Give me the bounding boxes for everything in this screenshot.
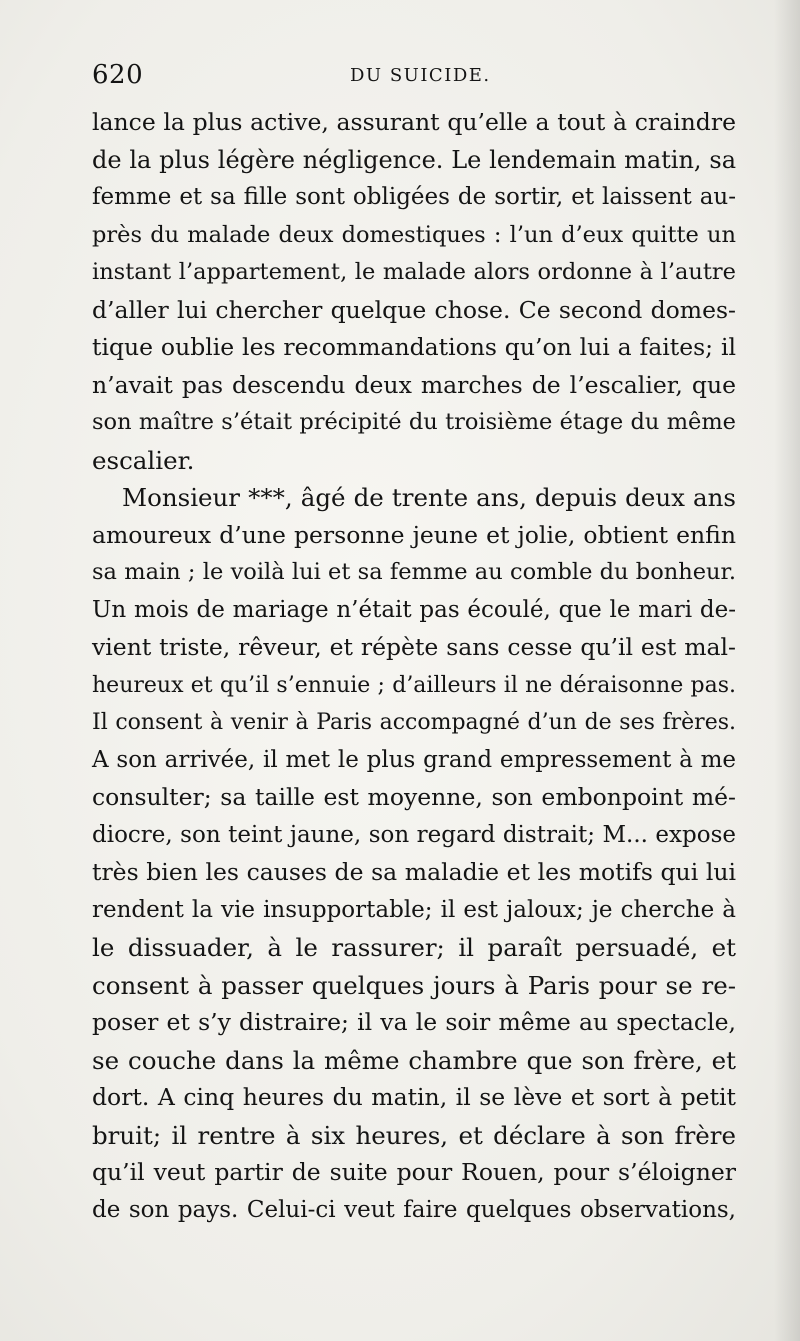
page-number: 620 bbox=[92, 60, 144, 90]
text-line: bruit; il rentre à six heures, et déclare à son frère bbox=[92, 1120, 736, 1150]
text-line: A son arrivée, il met le plus grand empressement à me bbox=[92, 746, 736, 773]
running-head: DU SUICIDE. bbox=[350, 65, 491, 86]
text-line: consent à passer quelques jours à Paris pour se re- bbox=[92, 970, 736, 1000]
paragraph-start-line: Monsieur ***, âgé de trente ans, depuis deux ans bbox=[122, 483, 736, 512]
text-line: son maître s’était précipité du troisième étage du même bbox=[92, 409, 736, 435]
text-line: le dissuader, à le rassurer; il paraît persuadé, et bbox=[92, 933, 736, 962]
text-line: se couche dans la même chambre que son frère, et bbox=[92, 1045, 736, 1075]
text-line: n’avait pas descendu deux marches de l’escalier, que bbox=[92, 370, 736, 399]
text-line: qu’il veut partir de suite pour Rouen, pour s’éloigner bbox=[92, 1158, 736, 1186]
text-line: très bien les causes de sa maladie et les motifs qui lui bbox=[92, 858, 736, 886]
text-line: Un mois de mariage n’était pas écoulé, que le mari de- bbox=[92, 596, 736, 623]
text-line: Il consent à venir à Paris accompagné d’un de ses frères. bbox=[92, 710, 736, 735]
text-line: rendent la vie insupportable; il est jaloux; je cherche à bbox=[92, 896, 736, 923]
paragraph-end-line: escalier. bbox=[92, 445, 195, 475]
body-text bbox=[92, 104, 736, 1229]
text-line: heureux et qu’il s’ennuie ; d’ailleurs il ne déraisonne pas. bbox=[92, 672, 736, 698]
text-line: instant l’appartement, le malade alors ordonne à l’autre bbox=[92, 259, 736, 285]
text-line: consulter; sa taille est moyenne, son embonpoint mé- bbox=[92, 783, 736, 811]
text-line: sa main ; le voilà lui et sa femme au comble du bonheur. bbox=[92, 559, 736, 585]
text-line: diocre, son teint jaune, son regard distrait; M... expose bbox=[92, 821, 736, 848]
text-line: vient triste, rêveur, et répète sans cesse qu’il est mal- bbox=[92, 633, 736, 661]
text-line: de la plus légère négligence. Le lendemain matin, sa bbox=[92, 145, 736, 174]
text-line: d’aller lui chercher quelque chose. Ce second domes- bbox=[92, 295, 736, 324]
text-line: poser et s’y distraire; il va le soir même au spectacle, bbox=[92, 1008, 736, 1036]
text-line: amoureux d’une personne jeune et jolie, obtient enfin bbox=[92, 520, 736, 549]
page-header bbox=[92, 58, 736, 92]
text-line: de son pays. Celui-ci veut faire quelques observations, bbox=[92, 1196, 736, 1223]
page-edge-shadow bbox=[774, 0, 800, 1341]
text-line: dort. A cinq heures du matin, il se lève et sort à petit bbox=[92, 1083, 736, 1111]
text-line: près du malade deux domestiques : l’un d’eux quitte un bbox=[92, 221, 736, 248]
text-line: femme et sa fille sont obligées de sortir, et laissent au- bbox=[92, 184, 736, 210]
text-line: tique oublie les recommandations qu’on lui a faites; il bbox=[92, 333, 736, 361]
text-line: lance la plus active, assurant qu’elle a tout à craindre bbox=[92, 108, 736, 136]
